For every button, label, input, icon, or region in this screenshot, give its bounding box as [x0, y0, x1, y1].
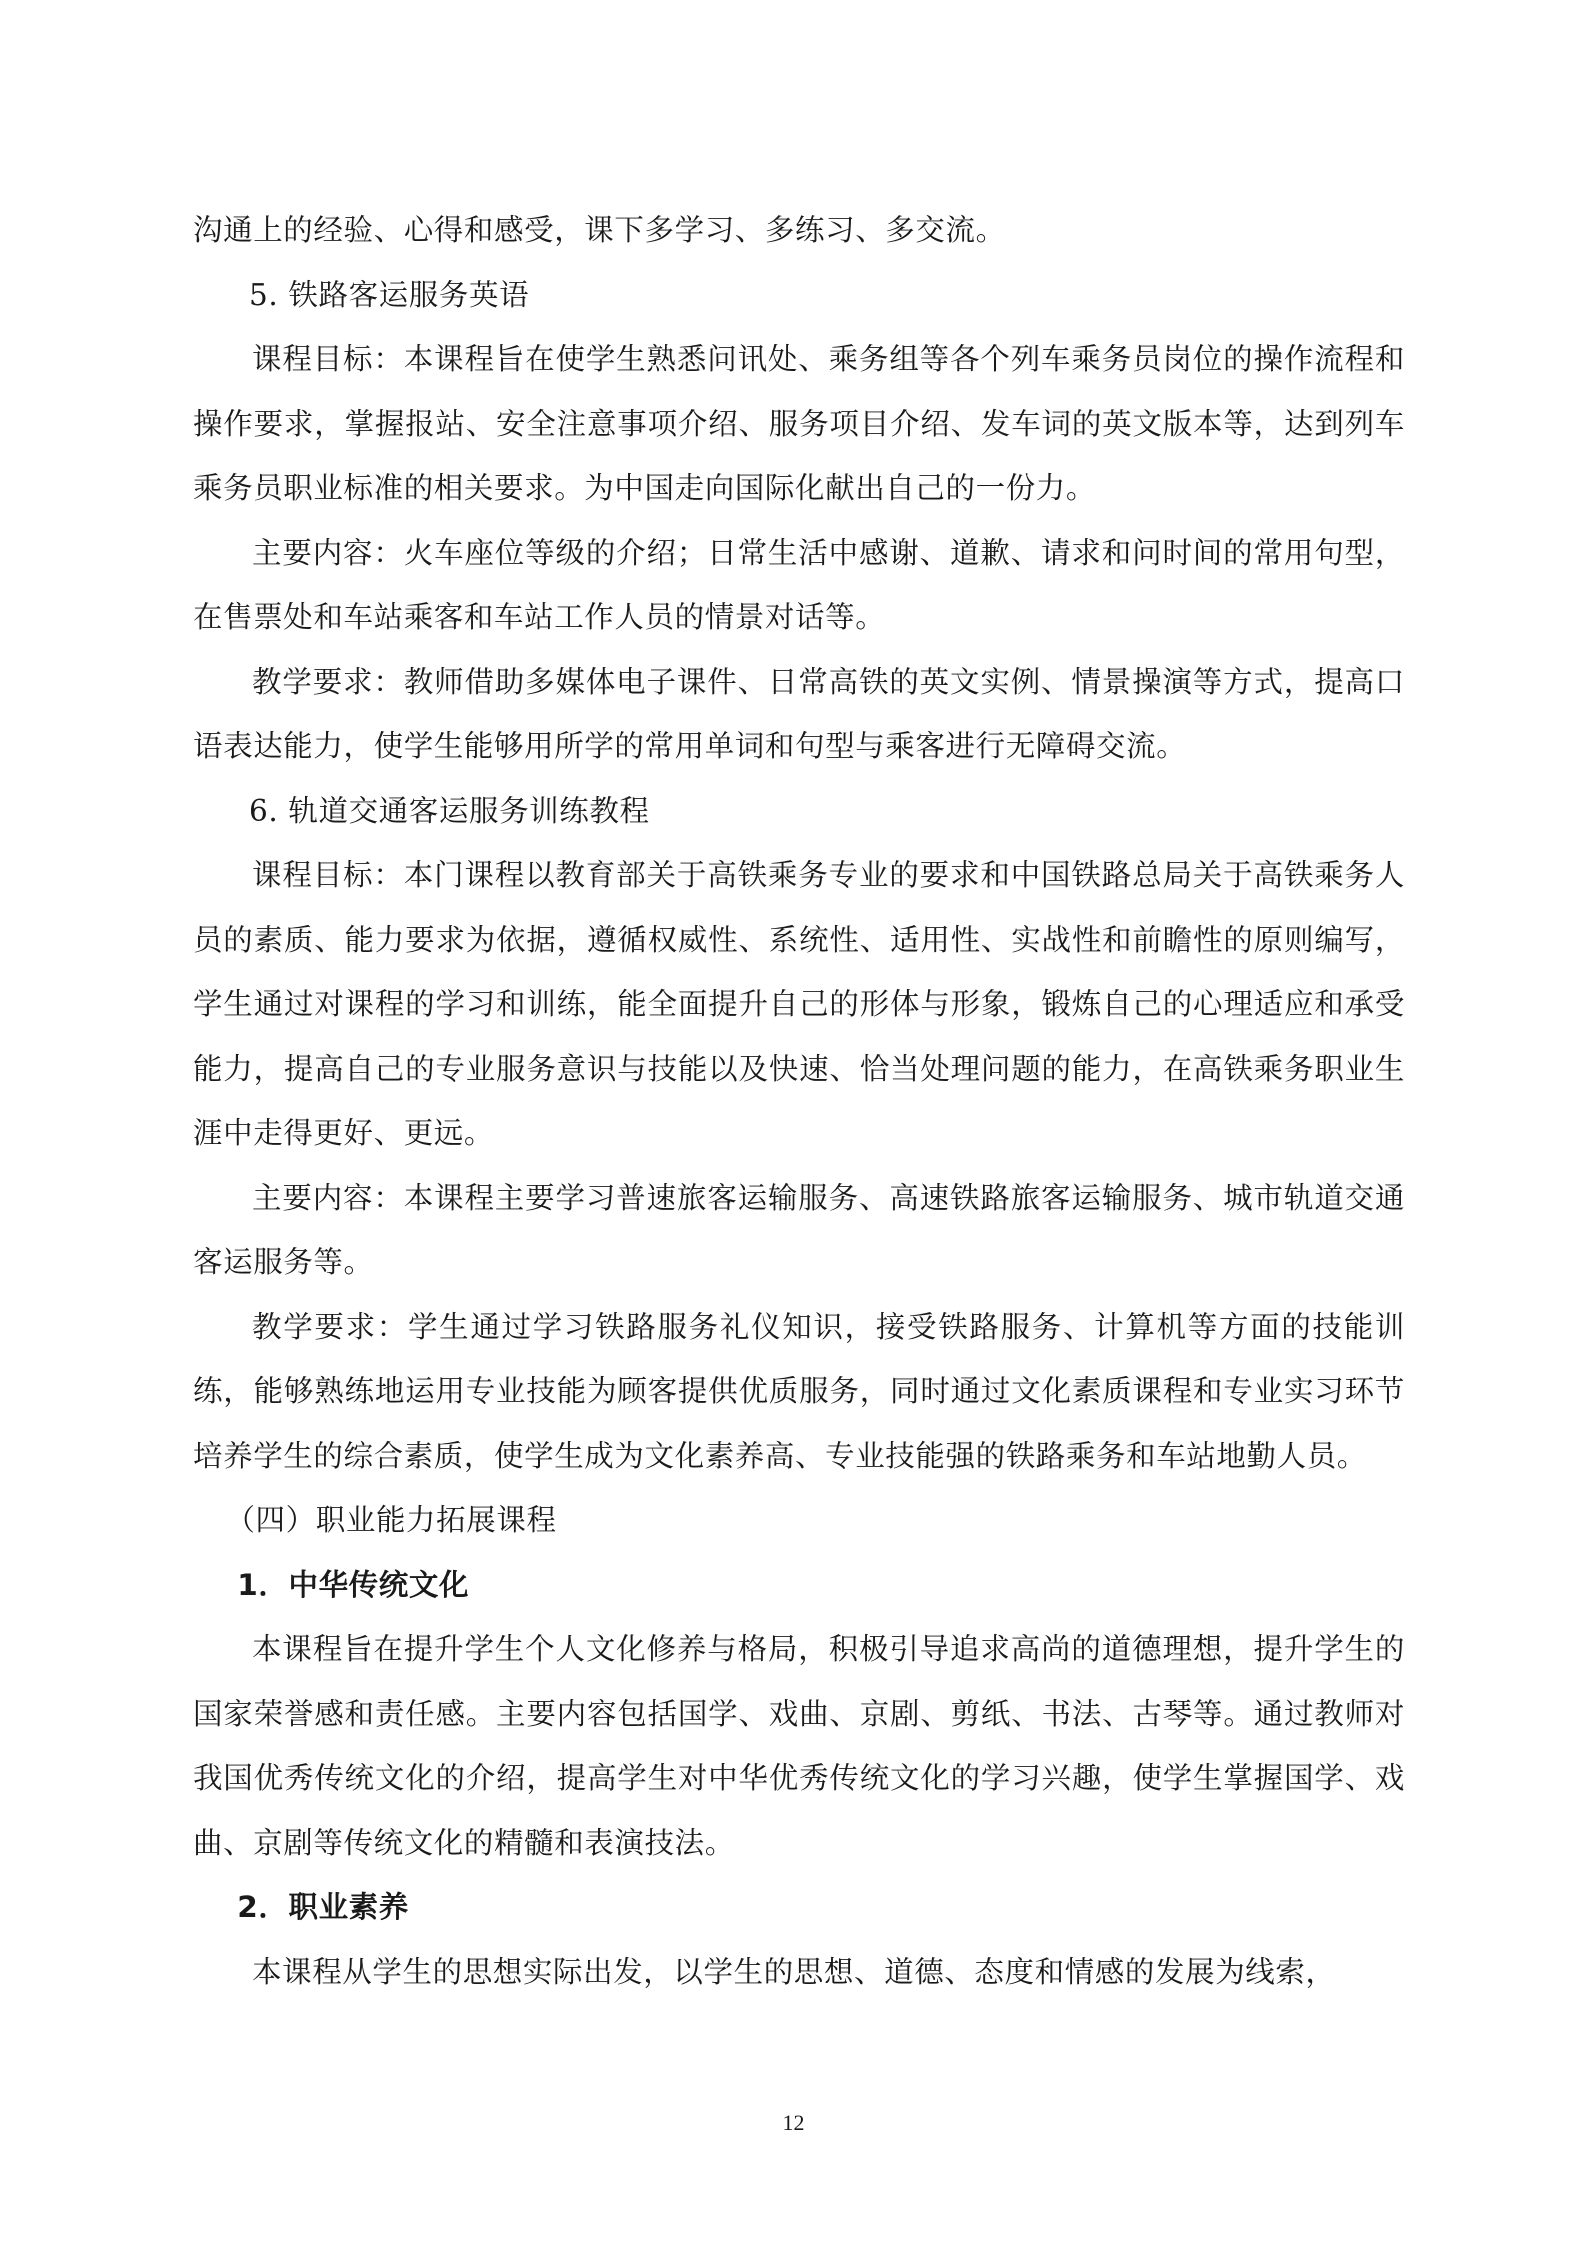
subheading-traditional-culture: 1．中华传统文化: [237, 1567, 470, 1602]
paragraph-english-course-goal: 课程目标：本课程旨在使学生熟悉问讯处、乘务组等各个列车乘务员岗位的操作流程和操作要求，掌握报站、安全注意事项介绍、服务项目介绍、发车词的英文版本等，达到列车乘务员职业标准的相关要求。为中国走向国际化献出自己的一份力。: [193, 342, 1405, 505]
paragraph-traditional-culture: 本课程旨在提升学生个人文化修养与格局，积极引导追求高尚的道德理想，提升学生的国家荣誉感和责任感。主要内容包括国学、戏曲、京剧、剪纸、书法、古琴等。通过教师对我国优秀传统文化的介绍，提高学生对中华优秀传统文化的学习兴趣，使学生掌握国学、戏曲、京剧等传统文化的精髓和表演技法。: [193, 1632, 1405, 1860]
paragraph-training-teaching-requirements: 教学要求：学生通过学习铁路服务礼仪知识，接受铁路服务、计算机等方面的技能训练，能够熟练地运用专业技能为顾客提供优质服务，同时通过文化素质课程和专业实习环节培养学生的综合素质，使学生成为文化素养高、专业技能强的铁路乘务和车站地勤人员。: [193, 1309, 1405, 1473]
paragraph-training-main-content: 主要内容：本课程主要学习普速旅客运输服务、高速铁路旅客运输服务、城市轨道交通客运服务等。: [193, 1180, 1405, 1279]
paragraph-professional-literacy: 本课程从学生的思想实际出发，以学生的思想、道德、态度和情感的发展为线索，: [252, 1954, 1336, 1989]
page-number: 12: [782, 2110, 805, 2135]
heading-rail-transit-service-training: 6. 轨道交通客运服务训练教程: [249, 793, 650, 828]
paragraph-communication-continuation: 沟通上的经验、心得和感受，课下多学习、多练习、多交流。: [193, 213, 1006, 247]
subheading-professional-literacy: 2．职业素养: [237, 1890, 409, 1924]
section-heading-career-extension: （四）职业能力拓展课程: [225, 1503, 557, 1537]
paragraph-english-main-content: 主要内容：火车座位等级的介绍；日常生活中感谢、道歉、请求和问时间的常用句型，在售票处和车站乘客和车站工作人员的情景对话等。: [193, 535, 1405, 634]
paragraph-training-course-goal: 课程目标：本门课程以教育部关于高铁乘务专业的要求和中国铁路总局关于高铁乘务人员的素质、能力要求为依据，遵循权威性、系统性、适用性、实战性和前瞻性的原则编写，学生通过对课程的学习和训练，能全面提升自己的形体与形象，锻炼自己的心理适应和承受能力，提高自己的专业服务意识与技能以及快速、恰当处理问题的能力，在高铁乘务职业生涯中走得更好、更远。: [193, 858, 1405, 1150]
body-text: [193, 198, 1405, 2004]
paragraph-english-teaching-requirements: 教学要求：教师借助多媒体电子课件、日常高铁的英文实例、情景操演等方式，提高口语表达能力，使学生能够用所学的常用单词和句型与乘客进行无障碍交流。: [193, 664, 1405, 763]
heading-railway-english: 5. 铁路客运服务英语: [249, 277, 530, 312]
